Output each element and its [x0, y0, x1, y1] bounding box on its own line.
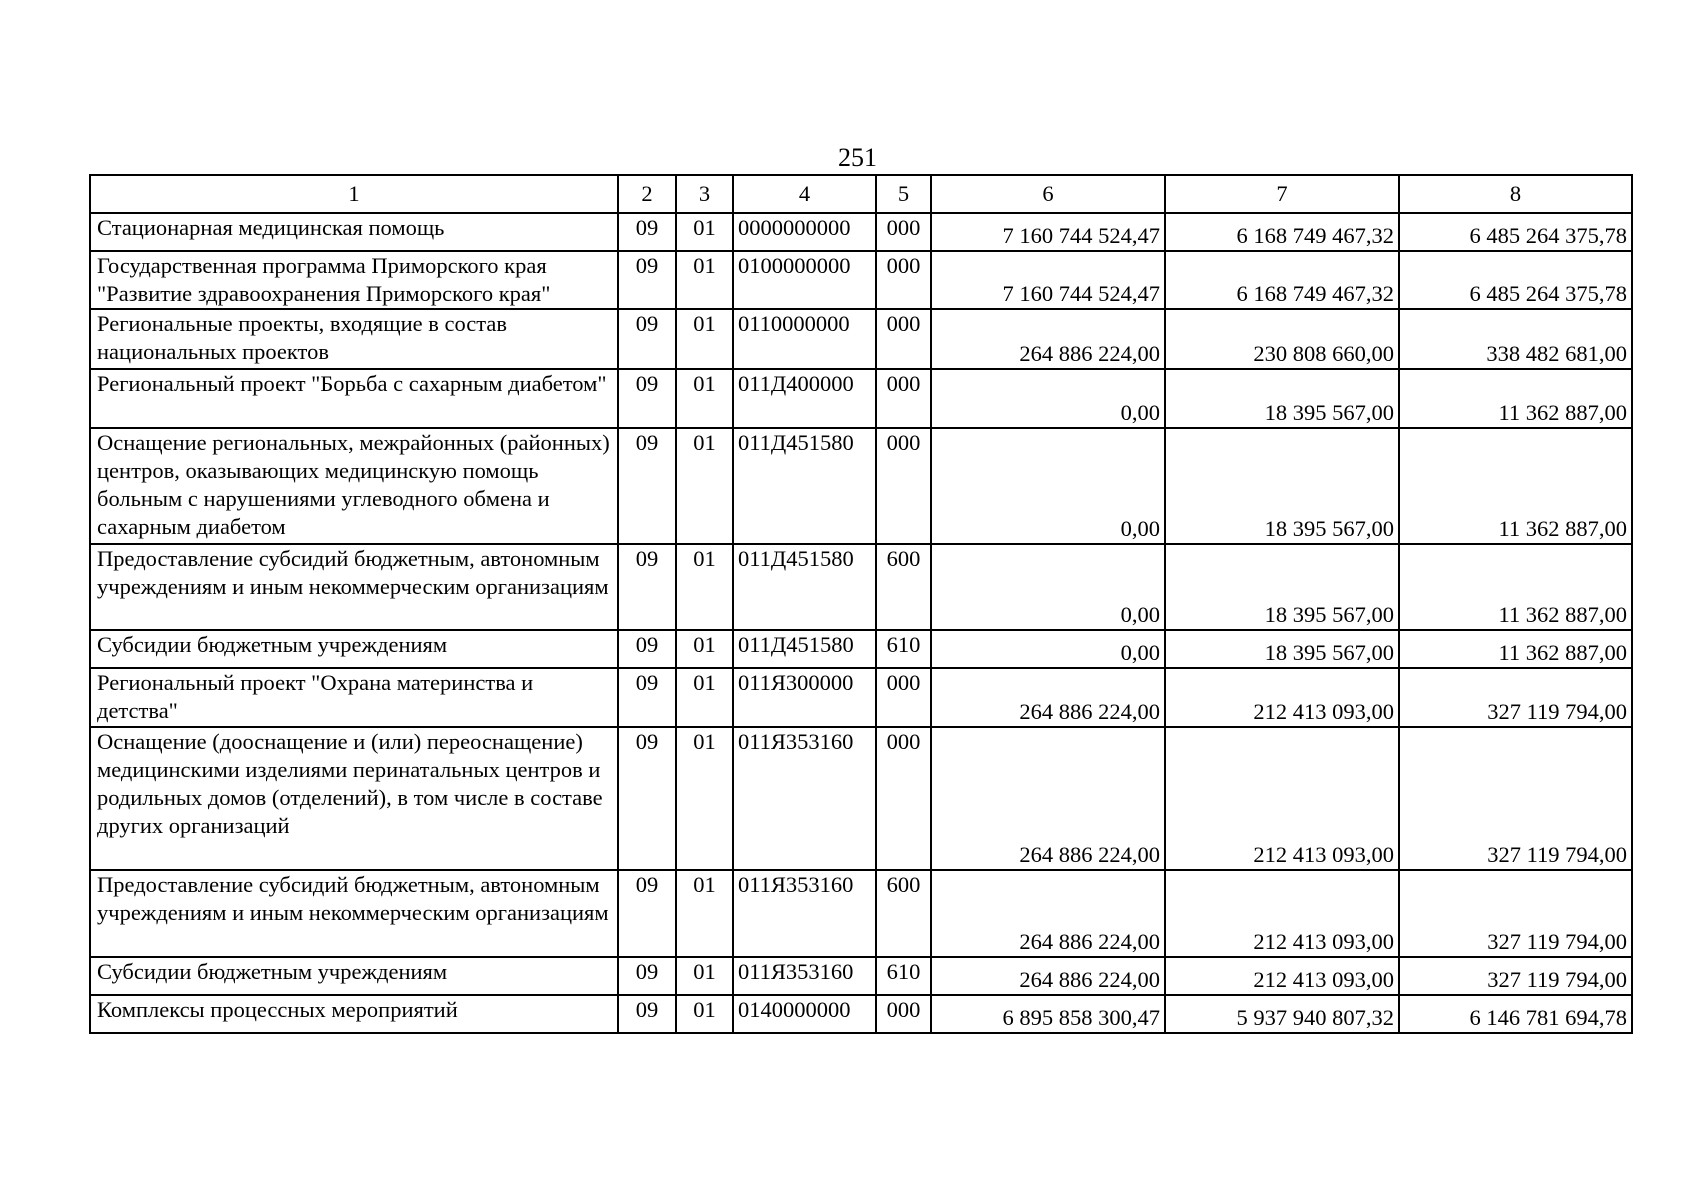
amount-col8: 6 485 264 375,78: [1399, 213, 1632, 251]
expense-type-code: 000: [876, 727, 931, 870]
header-cell: 2: [618, 175, 676, 213]
amount-col6: 0,00: [931, 369, 1165, 428]
section-code: 09: [618, 544, 676, 630]
amount-col6: 6 895 858 300,47: [931, 995, 1165, 1033]
table-row: [90, 630, 1632, 668]
amount-col6: 264 886 224,00: [931, 957, 1165, 995]
amount-col6: 7 160 744 524,47: [931, 213, 1165, 251]
expense-type-code: 610: [876, 630, 931, 668]
amount-col8: 338 482 681,00: [1399, 309, 1632, 369]
header-cell: 7: [1165, 175, 1399, 213]
table-row: [90, 428, 1632, 544]
table-row: [90, 957, 1632, 995]
amount-col7: 5 937 940 807,32: [1165, 995, 1399, 1033]
amount-col8: 327 119 794,00: [1399, 957, 1632, 995]
amount-col8: 11 362 887,00: [1399, 630, 1632, 668]
table-row: [90, 668, 1632, 727]
section-code: 09: [618, 213, 676, 251]
amount-col6: 0,00: [931, 544, 1165, 630]
table-row: [90, 870, 1632, 957]
subsection-code: 01: [676, 251, 733, 309]
expense-type-code: 600: [876, 544, 931, 630]
section-code: 09: [618, 309, 676, 369]
target-article-code: 011Я300000: [733, 668, 876, 727]
amount-col6: 0,00: [931, 428, 1165, 544]
row-name: Государственная программа Приморского края "Развитие здравоохранения Приморского края": [90, 251, 618, 309]
header-cell: 6: [931, 175, 1165, 213]
subsection-code: 01: [676, 544, 733, 630]
subsection-code: 01: [676, 428, 733, 544]
header-row: [90, 175, 1632, 213]
table-row: [90, 213, 1632, 251]
amount-col7: 18 395 567,00: [1165, 544, 1399, 630]
amount-col7: 18 395 567,00: [1165, 369, 1399, 428]
target-article-code: 0110000000: [733, 309, 876, 369]
row-name: Оснащение региональных, межрайонных (районных) центров, оказывающих медицинскую помощь больным с нарушениями углеводного обмена и сахарным диабетом: [90, 428, 618, 544]
target-article-code: 011Я353160: [733, 870, 876, 957]
expense-type-code: 000: [876, 369, 931, 428]
amount-col7: 212 413 093,00: [1165, 727, 1399, 870]
table-row: [90, 369, 1632, 428]
header-cell: 3: [676, 175, 733, 213]
section-code: 09: [618, 369, 676, 428]
amount-col8: 11 362 887,00: [1399, 369, 1632, 428]
target-article-code: 0140000000: [733, 995, 876, 1033]
header-cell: 1: [90, 175, 618, 213]
expense-type-code: 000: [876, 995, 931, 1033]
amount-col7: 212 413 093,00: [1165, 957, 1399, 995]
section-code: 09: [618, 630, 676, 668]
header-cell: 4: [733, 175, 876, 213]
amount-col6: 264 886 224,00: [931, 870, 1165, 957]
subsection-code: 01: [676, 870, 733, 957]
amount-col8: 6 146 781 694,78: [1399, 995, 1632, 1033]
amount-col7: 18 395 567,00: [1165, 630, 1399, 668]
target-article-code: 011Д451580: [733, 544, 876, 630]
expense-type-code: 000: [876, 251, 931, 309]
subsection-code: 01: [676, 957, 733, 995]
row-name: Предоставление субсидий бюджетным, автономным учреждениям и иным некоммерческим организациям: [90, 870, 618, 957]
table-row: [90, 251, 1632, 309]
expense-type-code: 600: [876, 870, 931, 957]
target-article-code: 011Д451580: [733, 630, 876, 668]
amount-col8: 327 119 794,00: [1399, 727, 1632, 870]
amount-col7: 18 395 567,00: [1165, 428, 1399, 544]
row-name: Региональный проект "Охрана материнства и детства": [90, 668, 618, 727]
target-article-code: 011Я353160: [733, 727, 876, 870]
row-name: Региональные проекты, входящие в состав национальных проектов: [90, 309, 618, 369]
amount-col8: 327 119 794,00: [1399, 668, 1632, 727]
target-article-code: 011Я353160: [733, 957, 876, 995]
section-code: 09: [618, 428, 676, 544]
section-code: 09: [618, 727, 676, 870]
amount-col8: 11 362 887,00: [1399, 544, 1632, 630]
page-number: 251: [838, 143, 877, 172]
table-row: [90, 544, 1632, 630]
amount-col6: 264 886 224,00: [931, 727, 1165, 870]
target-article-code: 0100000000: [733, 251, 876, 309]
target-article-code: 011Д451580: [733, 428, 876, 544]
table-row: [90, 727, 1632, 870]
section-code: 09: [618, 870, 676, 957]
amount-col7: 230 808 660,00: [1165, 309, 1399, 369]
target-article-code: 0000000000: [733, 213, 876, 251]
subsection-code: 01: [676, 668, 733, 727]
expense-type-code: 000: [876, 309, 931, 369]
expense-type-code: 000: [876, 213, 931, 251]
row-name: Оснащение (дооснащение и (или) переоснащение) медицинскими изделиями перинатальных центров и родильных домов (отделений), в том числе в составе других организаций: [90, 727, 618, 870]
amount-col6: 0,00: [931, 630, 1165, 668]
amount-col7: 6 168 749 467,32: [1165, 251, 1399, 309]
amount-col6: 264 886 224,00: [931, 668, 1165, 727]
amount-col7: 212 413 093,00: [1165, 870, 1399, 957]
header-cell: 5: [876, 175, 931, 213]
subsection-code: 01: [676, 213, 733, 251]
section-code: 09: [618, 668, 676, 727]
subsection-code: 01: [676, 995, 733, 1033]
subsection-code: 01: [676, 727, 733, 870]
amount-col8: 11 362 887,00: [1399, 428, 1632, 544]
expense-type-code: 610: [876, 957, 931, 995]
subsection-code: 01: [676, 309, 733, 369]
amount-col8: 6 485 264 375,78: [1399, 251, 1632, 309]
table-row: [90, 995, 1632, 1033]
section-code: 09: [618, 251, 676, 309]
amount-col8: 327 119 794,00: [1399, 870, 1632, 957]
amount-col6: 7 160 744 524,47: [931, 251, 1165, 309]
row-name: Предоставление субсидий бюджетным, автономным учреждениям и иным некоммерческим организациям: [90, 544, 618, 630]
row-name: Стационарная медицинская помощь: [90, 213, 618, 251]
subsection-code: 01: [676, 630, 733, 668]
amount-col7: 212 413 093,00: [1165, 668, 1399, 727]
row-name: Субсидии бюджетным учреждениям: [90, 630, 618, 668]
section-code: 09: [618, 995, 676, 1033]
row-name: Региональный проект "Борьба с сахарным диабетом": [90, 369, 618, 428]
subsection-code: 01: [676, 369, 733, 428]
table-row: [90, 309, 1632, 369]
section-code: 09: [618, 957, 676, 995]
budget-table: [89, 174, 1633, 1034]
amount-col6: 264 886 224,00: [931, 309, 1165, 369]
target-article-code: 011Д400000: [733, 369, 876, 428]
row-name: Комплексы процессных мероприятий: [90, 995, 618, 1033]
header-cell: 8: [1399, 175, 1632, 213]
amount-col7: 6 168 749 467,32: [1165, 213, 1399, 251]
expense-type-code: 000: [876, 428, 931, 544]
expense-type-code: 000: [876, 668, 931, 727]
row-name: Субсидии бюджетным учреждениям: [90, 957, 618, 995]
